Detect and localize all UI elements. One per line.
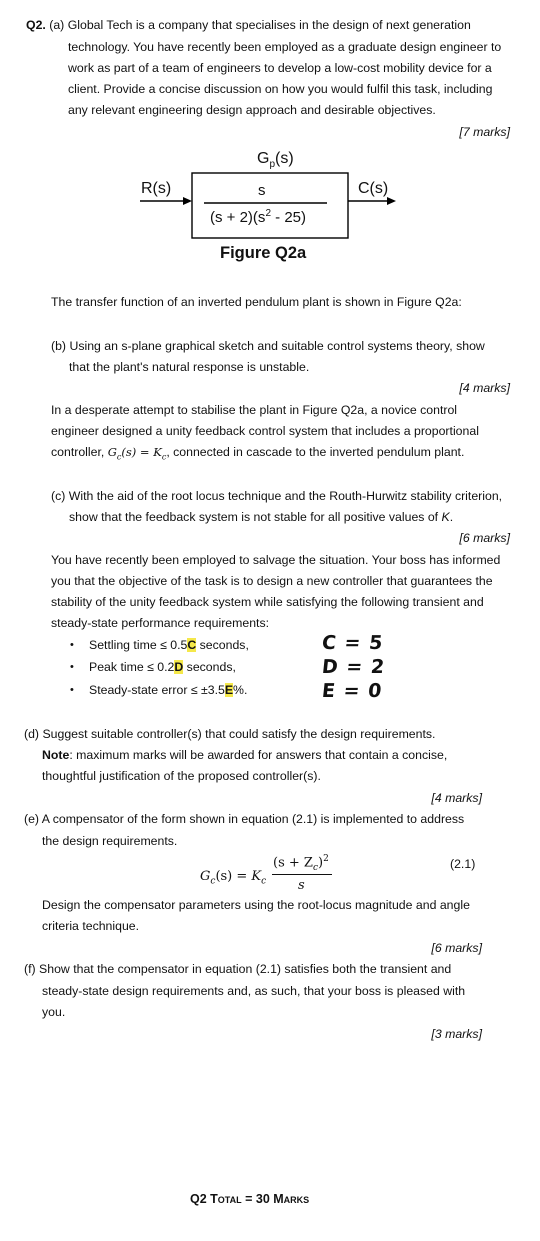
salvage-line-1: You have recently been employed to salvage the situation. Your boss has informed [51, 553, 501, 567]
part-e-marks: [6 marks] [431, 941, 482, 955]
part-a-line-5: any relevant engineering design approach and desirable objectives. [68, 103, 436, 117]
requirement-settling-time: Settling time ≤ 0.5C seconds, [89, 638, 249, 652]
part-b-line-2: that the plant's natural response is unstable. [69, 360, 310, 374]
figure-caption: Figure Q2a [220, 244, 307, 262]
part-f-line-1: (f) Show that the compensator in equation (2.1) satisfies both the transient and [24, 962, 452, 976]
requirement-peak-time: Peak time ≤ 0.2D seconds, [89, 660, 236, 674]
part-e-line-2: the design requirements. [42, 834, 178, 848]
novice-line-3: controller, $G_c(s) = K_c$, connected in cascade to the inverted pendulum plant. [51, 445, 465, 462]
part-a-marks: [7 marks] [459, 125, 510, 139]
salvage-line-4: steady-state performance requirements: [51, 616, 270, 630]
tf-numerator: s [258, 182, 266, 199]
handwritten-e-value: E = 0 [320, 680, 384, 702]
part-c-line-2: show that the feedback system is not stable for all positive values of K. [69, 510, 454, 524]
bullet-icon: • [70, 661, 74, 673]
part-f-marks: [3 marks] [431, 1027, 482, 1041]
handwritten-d-value: D = 2 [320, 656, 387, 678]
novice-line-1: In a desperate attempt to stabilise the plant in Figure Q2a, a novice control [51, 403, 458, 417]
figure-q2a [0, 140, 540, 270]
part-d-line-1: (d) Suggest suitable controller(s) that could satisfy the design requirements. [24, 727, 436, 741]
part-a-line-4: client. Provide a concise discussion on how you would fulfil this task, including [68, 82, 493, 96]
part-a-line-2: technology. You have recently been employed as a graduate design engineer to [68, 40, 502, 54]
equation-fraction-bar [272, 874, 332, 875]
bullet-icon: • [70, 639, 74, 651]
handwritten-c-value: C = 5 [320, 632, 385, 654]
novice-line-2: engineer designed a unity feedback control system that includes a proportional [51, 424, 479, 438]
output-label: C(s) [358, 180, 389, 197]
intro-text: The transfer function of an inverted pendulum plant is shown in Figure Q2a: [51, 295, 462, 309]
part-f-line-3: you. [42, 1005, 66, 1019]
tf-denominator: $(s + 2)(s^2 - 25)$ [210, 208, 307, 226]
part-c-line-1: (c) With the aid of the root locus technique and the Routh-Hurwitz stability criterion, [51, 489, 503, 503]
equation-lhs: $G_c(s) = K_c$ [200, 869, 267, 887]
bullet-icon: • [70, 684, 74, 696]
part-d-marks: [4 marks] [431, 791, 482, 805]
part-e-line-1: (e) A compensator of the form shown in equation (2.1) is implemented to address [24, 812, 465, 826]
question-total: Q2 Total = 30 Marks [190, 1192, 310, 1206]
compensator-equation [200, 852, 400, 900]
requirement-steady-state-error: Steady-state error ≤ ±3.5E%. [89, 683, 248, 697]
part-e-line-4: criteria technique. [42, 919, 140, 933]
part-d-line-3: thoughtful justification of the proposed controller(s). [42, 769, 321, 783]
equation-number: (2.1) [450, 857, 476, 871]
part-a-line-3: work as part of a team of engineers to develop a low-cost mobility device for a [68, 61, 492, 75]
part-d-line-2: Note: maximum marks will be awarded for answers that contain a concise, [42, 748, 448, 762]
salvage-line-2: you that the objective of the task is to design a new controller that guarantees the [51, 574, 493, 588]
plant-gp-label: $G_p(s)$ [257, 150, 294, 171]
part-a-line-1: Q2. (a) Global Tech is a company that specialises in the design of next generation [26, 18, 471, 32]
part-e-line-3: Design the compensator parameters using the root-locus magnitude and angle [42, 898, 470, 912]
equation-numerator: $(s + Z_c)^2$ [273, 854, 329, 873]
salvage-line-3: stability of the unity feedback system while satisfying the following transient and [51, 595, 484, 609]
input-label: R(s) [141, 180, 172, 197]
part-b-line-1: (b) Using an s-plane graphical sketch and suitable control systems theory, show [51, 339, 485, 353]
part-b-marks: [4 marks] [459, 381, 510, 395]
part-f-line-2: steady-state design requirements and, as such, that your boss is pleased with [42, 984, 466, 998]
proportional-controller-eq: $G_c(s) = K_c$ [107, 445, 167, 462]
question-number: Q2. [26, 18, 46, 32]
part-c-marks: [6 marks] [459, 531, 510, 545]
equation-denominator: s [298, 878, 305, 893]
